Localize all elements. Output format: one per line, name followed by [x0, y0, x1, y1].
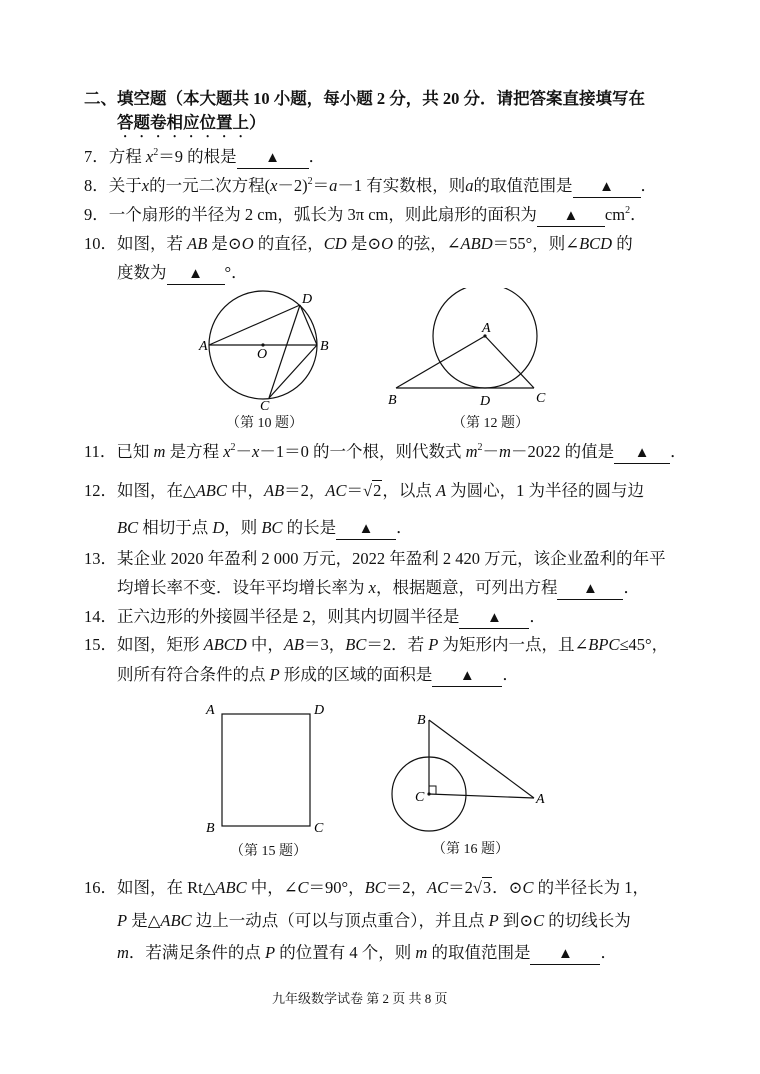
label-a: A: [536, 792, 545, 807]
answer-blank: ▲: [557, 578, 623, 600]
label-d: D: [314, 703, 325, 718]
figure-16-caption: （第 16 题）: [432, 842, 509, 857]
answer-blank: ▲: [432, 665, 502, 687]
question-16-line3: m．若满足条件的点 P 的位置有 4 个，则 m 的取值范围是 ▲ ．: [117, 942, 617, 965]
segment-ab: [396, 336, 485, 388]
answer-blank: ▲: [237, 147, 309, 169]
figure-12-caption: （第 12 题）: [452, 416, 529, 431]
label-c: C: [415, 790, 425, 805]
chord-cd: [269, 305, 300, 398]
question-11: 11．已知 m 是方程 $x^2-x-1=0$ 的一个根，则代数式 $m^2-m-2022$ 的值是 ▲ ．: [84, 441, 687, 464]
question-8: 8．关于x的一元二次方程$(x-2)^2=a-1$ 有实数根，则a的取值范围是 ▲ ．: [84, 175, 657, 198]
segment-db: [300, 305, 317, 345]
section-title-line2: 答题卷相应位置上）: [117, 113, 266, 132]
label-a: A: [199, 339, 208, 354]
center-c: [427, 792, 430, 795]
segment-ac: [485, 336, 534, 388]
answer-blank: ▲: [614, 442, 670, 464]
figure-12: [382, 288, 554, 410]
question-16: 16．如图，在 Rt△ABC 中，∠C＝90°，BC＝2，AC＝2√3．⊙C 的半径长为 1，: [84, 878, 649, 897]
answer-blank: ▲: [167, 263, 225, 285]
label-d: D: [480, 394, 491, 409]
label-b: B: [388, 393, 397, 408]
label-b: B: [320, 339, 329, 354]
segment-ad: [209, 305, 300, 345]
label-d: D: [302, 292, 313, 307]
question-15: 15．如图，矩形 ABCD 中，AB＝3，BC＝2．若 P 为矩形内一点，且∠BPC≤45°，: [84, 635, 669, 654]
answer-blank: ▲: [530, 943, 600, 965]
segment-ba: [429, 720, 534, 798]
label-c: C: [260, 399, 270, 412]
circle-a: [433, 288, 537, 388]
question-12: 12．如图，在△ABC 中，AB＝2，AC＝√2，以点 A 为圆心，1 为半径的圆与边: [84, 481, 645, 500]
question-16-line2: P 是△ABC 边上一动点（可以与顶点重合），并且点 P 到⊙C 的切线长为: [117, 911, 631, 930]
label-a: A: [206, 703, 215, 718]
label-o: O: [257, 347, 268, 362]
question-15-line2: 则所有符合条件的点 P 形成的区域的面积是 ▲ ．: [117, 664, 519, 687]
question-13: 13．某企业 2020 年盈利 2 000 万元，2022 年盈利 2 420 万元，该企业盈利的年平: [84, 549, 666, 568]
figure-15: [200, 698, 336, 838]
label-c: C: [314, 821, 324, 836]
figure-16: [386, 706, 556, 836]
answer-blank: ▲: [336, 518, 396, 540]
segment-ca: [429, 794, 534, 798]
rectangle-abcd: [222, 714, 310, 826]
figure-10: [196, 290, 346, 412]
section-title: 二、填空题（本大题共 10 小题，每小题 2 分，共 20 分．请把答案直接填写在: [84, 89, 645, 108]
answer-blank: ▲: [459, 607, 529, 629]
sqrt-2: √2: [363, 481, 382, 500]
question-12-line2: BC 相切于点 D，则 BC 的长是 ▲ ．: [117, 517, 413, 540]
sqrt-3: √3: [472, 878, 492, 897]
question-14: 14．正六边形的外接圆半径是 2，则其内切圆半径是 ▲ ．: [84, 606, 546, 629]
question-9: 9．一个扇形的半径为 2 cm，弧长为 3π cm，则此扇形的面积为 ▲ $cm^2$．: [84, 204, 647, 227]
label-c: C: [536, 391, 546, 406]
question-10-line2: 度数为 ▲ °．: [117, 262, 248, 285]
question-13-line2: 均增长率不变．设年平均增长率为 x，根据题意，可列出方程 ▲ ．: [117, 577, 640, 600]
label-b: B: [417, 713, 426, 728]
figure-15-caption: （第 15 题）: [230, 844, 307, 859]
label-b: B: [206, 821, 215, 836]
label-a: A: [482, 321, 491, 336]
answer-blank: ▲: [537, 205, 605, 227]
page-footer: 九年级数学试卷 第 2 页 共 8 页: [272, 991, 448, 1006]
question-7: 7．方程 $x^2=9$ 的根是 ▲ ．: [84, 146, 325, 169]
figure-10-caption: （第 10 题）: [226, 416, 303, 431]
question-10: 10．如图，若 AB 是⊙O 的直径，CD 是⊙O 的弦，∠ABD＝55°，则∠BCD 的: [84, 234, 633, 253]
answer-blank: ▲: [573, 176, 641, 198]
